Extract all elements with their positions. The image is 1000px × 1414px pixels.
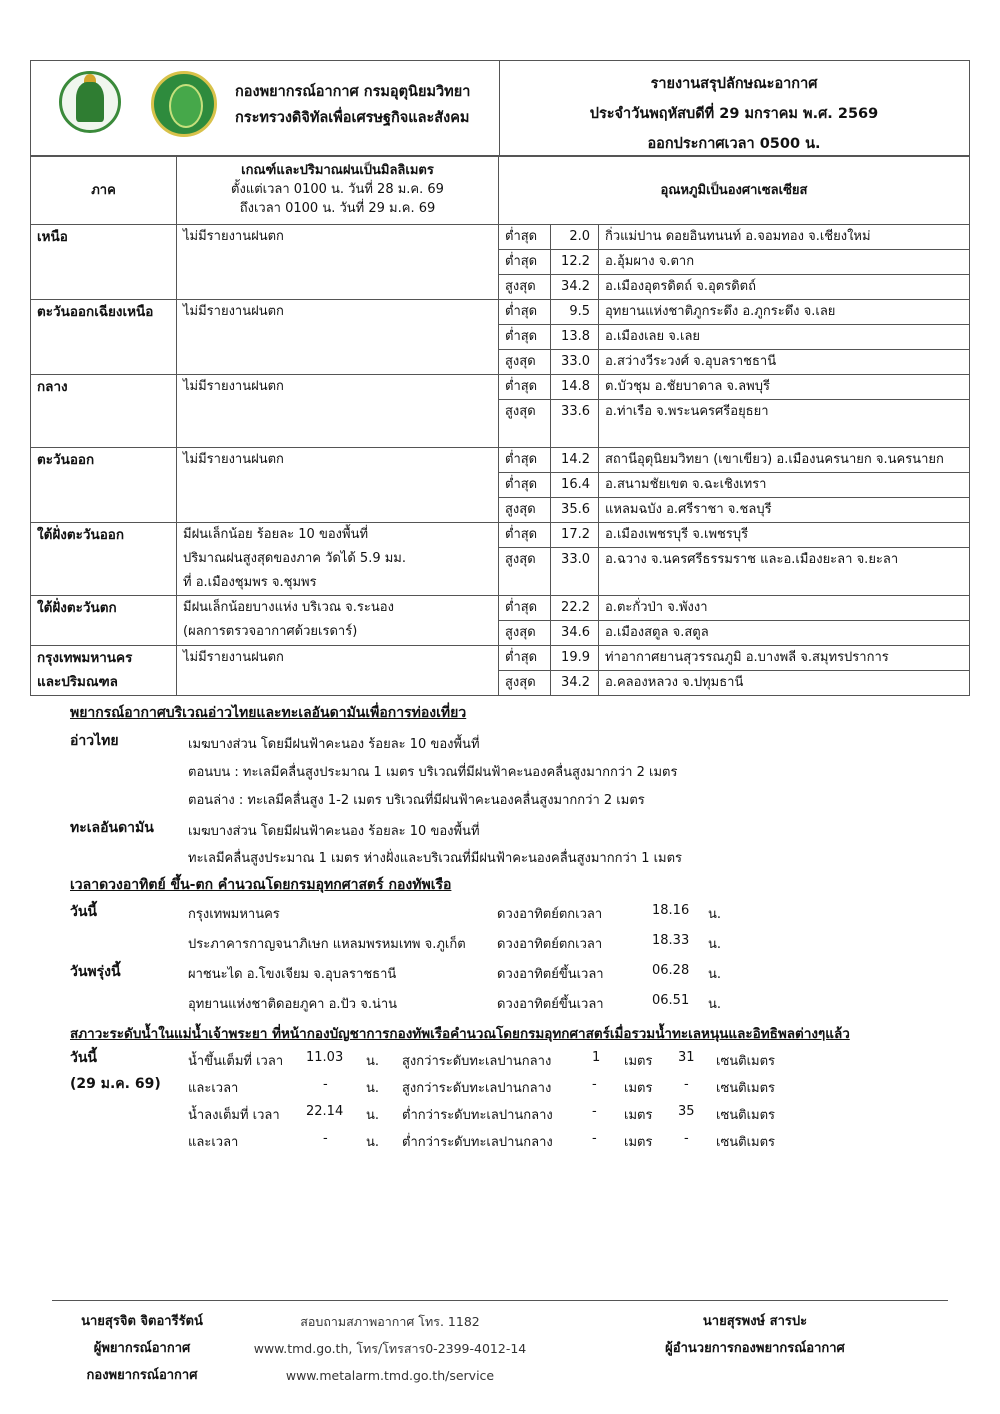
tide-date-label: (29 ม.ค. 69) <box>70 1076 161 1092</box>
agency-name: กองพยากรณ์อากาศ กรมอุตุนิยมวิทยา <box>235 84 471 100</box>
service-link[interactable]: www.metalarm.tmd.go.th/service <box>285 1368 495 1383</box>
table-row: ตะวันออกเฉียงเหนือ ไม่มีรายงานฝนตก ต่ำสุด 9.5 อุทยานแห่งชาติภูกระดึง อ.ภูกระดึง จ.เลย <box>31 300 970 325</box>
sun-place: ประภาคารกาญจนาภิเษก แหลมพรหมเทพ จ.ภูเก็ต <box>188 937 466 952</box>
report-title: รายงานสรุปลักษณะอากาศ <box>650 76 818 92</box>
sun-time: 06.51 <box>652 993 690 1008</box>
ministry-logo <box>59 71 121 133</box>
table-row: ใต้ฝั่งตะวันออก มีฝนเล็กน้อย ร้อยละ 10 ของพื้นที่ ปริมาณฝนสูงสุดของภาค วัดได้ 5.9 มม. ที่ อ.เมืองชุมพร จ.ชุมพร ต่ำสุด 17.2 อ.เมืองเพชรบุรี จ.เพชรบุรี <box>31 523 970 548</box>
sun-time: 18.33 <box>652 933 690 948</box>
region-name: ตะวันออก <box>31 448 177 523</box>
region-name: กลาง <box>31 375 177 448</box>
sun-place: ผาชนะได อ.โขงเจียม จ.อุบลราชธานี <box>188 967 397 982</box>
tide-day-label: วันนี้ <box>70 1050 98 1066</box>
andaman-line: ทะเลมีคลื่นสูงประมาณ 1 เมตร ห่างฝั่งและบริเวณที่มีฝนฟ้าคะนองคลื่นสูงมากกว่า 1 เมตร <box>188 851 683 866</box>
col-region-header: ภาค <box>31 157 177 225</box>
tide-cm: 35 <box>678 1104 695 1119</box>
issue-time: ออกประกาศเวลา 0500 น. <box>647 136 821 152</box>
weather-summary-table <box>30 156 970 696</box>
rain-text: มีฝนเล็กน้อยบางแห่ง บริเวณ จ.ระนอง (ผลการตรวจอากาศด้วยเรดาร์) <box>177 596 499 646</box>
marine-title: พยากรณ์อากาศบริเวณอ่าวไทยและทะเลอันดามันเพื่อการท่องเที่ยว <box>70 705 467 721</box>
sun-today-label: วันนี้ <box>70 904 98 920</box>
region-name: ใต้ฝั่งตะวันตก <box>31 596 177 646</box>
ministry-name: กระทรวงดิจิทัลเพื่อเศรษฐกิจและสังคม <box>235 110 470 126</box>
footer-middle <box>240 1308 540 1389</box>
table-row: ตะวันออก ไม่มีรายงานฝนตก ต่ำสุด 14.2 สถานีอุตุนิยมวิทยา (เขาเขียว) อ.เมืองนครนายก จ.นครนายก <box>31 448 970 473</box>
report-header <box>30 60 970 156</box>
table-row: ต่ำสุด 12.2 อ.อุ้มผาง จ.ตาก <box>31 250 970 275</box>
table-row: สูงสุด 33.0 อ.สว่างวีระวงศ์ จ.อุบลราชธานี <box>31 350 970 375</box>
forecaster-title: ผู้พยากรณ์อากาศ <box>93 1341 191 1356</box>
hotline: สอบถามสภาพอากาศ โทร. 1182 <box>300 1314 480 1329</box>
tide-m: - <box>592 1104 597 1119</box>
director-name: นายสุรพงษ์ สารปะ <box>702 1314 808 1329</box>
table-row: กลาง ไม่มีรายงานฝนตก ต่ำสุด 14.8 ต.บัวชุม อ.ชัยบาดาล จ.ลพบุรี <box>31 375 970 400</box>
rain-text: ไม่มีรายงานฝนตก <box>177 375 499 448</box>
report-date: ประจำวันพฤหัสบดีที่ 29 มกราคม พ.ศ. 2569 <box>589 106 879 122</box>
sun-event: ดวงอาทิตย์ขึ้นเวลา <box>497 967 604 982</box>
sun-event: ดวงอาทิตย์ตกเวลา <box>497 907 603 922</box>
tide-m: 1 <box>592 1050 601 1065</box>
tide-cm: 31 <box>678 1050 695 1065</box>
footer-right <box>600 1308 910 1362</box>
tide-title: สภาวะระดับน้ำในแม่น้ำเจ้าพระยา ที่หน้ากองบัญชาการกองทัพเรือคำนวณโดยกรมอุทกศาสตร์เมื่อรวมน้ำทะเลหนุนและอิทธิพลต่างๆแล้ว <box>70 1026 850 1042</box>
table-row: เหนือ ไม่มีรายงานฝนตก ต่ำสุด 2.0 กิ่วแม่ปาน ดอยอินทนนท์ อ.จอมทอง จ.เชียงใหม่ <box>31 225 970 250</box>
table-header-row <box>31 157 970 225</box>
sun-tomorrow-label: วันพรุ่งนี้ <box>70 964 121 980</box>
table-row: สูงสุด 34.2 อ.เมืองอุตรดิตถ์ จ.อุตรดิตถ์ <box>31 275 970 300</box>
tide-time: 11.03 <box>306 1050 344 1065</box>
andaman-label: ทะเลอันดามัน <box>70 820 154 836</box>
footer-divider <box>52 1300 948 1301</box>
region-name: ใต้ฝั่งตะวันออก <box>31 523 177 596</box>
table-row: สูงสุด 35.6 แหลมฉบัง อ.ศรีราชา จ.ชลบุรี <box>31 498 970 523</box>
col-temp-header: อุณหภูมิเป็นองศาเซลเซียส <box>499 157 970 225</box>
col-rain-header: เกณฑ์และปริมาณฝนเป็นมิลลิเมตร ตั้งแต่เวลา 0100 น. วันที่ 28 ม.ค. 69 ถึงเวลา 0100 น. วันที่ 29 ม.ค. 69 <box>177 157 499 225</box>
rain-text: มีฝนเล็กน้อย ร้อยละ 10 ของพื้นที่ ปริมาณฝนสูงสุดของภาค วัดได้ 5.9 มม. ที่ อ.เมืองชุมพร จ.ชุมพร <box>177 523 499 596</box>
tide-time: - <box>323 1131 328 1146</box>
table-row: ต่ำสุด 16.4 อ.สนามชัยเขต จ.ฉะเชิงเทรา <box>31 473 970 498</box>
table-row: สูงสุด 33.6 อ.ท่าเรือ จ.พระนครศรีอยุธยา <box>31 400 970 448</box>
sun-event: ดวงอาทิตย์ขึ้นเวลา <box>497 997 604 1012</box>
rain-text: ไม่มีรายงานฝนตก <box>177 448 499 523</box>
gulf-line: เมฆบางส่วน โดยมีฝนฟ้าคะนอง ร้อยละ 10 ของพื้นที่ <box>188 737 480 752</box>
region-name: เหนือ <box>31 225 177 300</box>
gulf-line: ตอนล่าง : ทะเลมีคลื่นสูง 1-2 เมตร บริเวณที่มีฝนฟ้าคะนองคลื่นสูงมากกว่า 2 เมตร <box>188 793 645 808</box>
table-row: สูงสุด 33.0 อ.ฉวาง จ.นครศรีธรรมราช และอ.เมืองยะลา จ.ยะลา <box>31 548 970 596</box>
table-row: สูงสุด 34.2 อ.คลองหลวง จ.ปทุมธานี <box>31 671 970 696</box>
gulf-label: อ่าวไทย <box>70 733 119 749</box>
table-row: ใต้ฝั่งตะวันตก มีฝนเล็กน้อยบางแห่ง บริเวณ จ.ระนอง (ผลการตรวจอากาศด้วยเรดาร์) ต่ำสุด 22.2 อ.ตะกั่วป่า จ.พังงา <box>31 596 970 621</box>
tide-m: - <box>592 1077 597 1092</box>
rain-text: ไม่มีรายงานฝนตก <box>177 225 499 300</box>
forecaster-dept: กองพยากรณ์อากาศ <box>86 1368 198 1383</box>
sun-place: อุทยานแห่งชาติดอยภูคา อ.ปัว จ.น่าน <box>188 997 398 1012</box>
table-row: ต่ำสุด 13.8 อ.เมืองเลย จ.เลย <box>31 325 970 350</box>
sun-title: เวลาดวงอาทิตย์ ขึ้น-ตก คำนวณโดยกรมอุทกศาสตร์ กองทัพเรือ <box>70 877 452 893</box>
sun-event: ดวงอาทิตย์ตกเวลา <box>497 937 603 952</box>
sun-time: 18.16 <box>652 903 690 918</box>
andaman-line: เมฆบางส่วน โดยมีฝนฟ้าคะนอง ร้อยละ 10 ของพื้นที่ <box>188 824 480 839</box>
table-row: กรุงเทพมหานคร และปริมณฑล ไม่มีรายงานฝนตก ต่ำสุด 19.9 ท่าอากาศยานสุวรรณภูมิ อ.บางพลี จ.สมุทรปราการ <box>31 646 970 671</box>
region-name: ตะวันออกเฉียงเหนือ <box>31 300 177 375</box>
tide-cm: - <box>684 1077 689 1092</box>
table-row: สูงสุด 34.6 อ.เมืองสตูล จ.สตูล <box>31 621 970 646</box>
gulf-line: ตอนบน : ทะเลมีคลื่นสูงประมาณ 1 เมตร บริเวณที่มีฝนฟ้าคะนองคลื่นสูงมากกว่า 2 เมตร <box>188 765 678 780</box>
sun-time: 06.28 <box>652 963 690 978</box>
forecaster-name: นายสุรจิต จิตอารีรัตน์ <box>81 1314 203 1329</box>
tide-m: - <box>592 1131 597 1146</box>
rain-text: ไม่มีรายงานฝนตก <box>177 646 499 696</box>
tide-time: 22.14 <box>306 1104 344 1119</box>
tmd-logo <box>151 71 217 137</box>
sun-place: กรุงเทพมหานคร <box>188 907 280 922</box>
tide-cm: - <box>684 1131 689 1146</box>
region-name: กรุงเทพมหานคร และปริมณฑล <box>31 646 177 696</box>
rain-text: ไม่มีรายงานฝนตก <box>177 300 499 375</box>
website-link[interactable]: www.tmd.go.th, โทร/โทรสาร0-2399-4012-14 <box>253 1341 527 1356</box>
tide-time: - <box>323 1077 328 1092</box>
director-title: ผู้อำนวยการกองพยากรณ์อากาศ <box>665 1341 845 1356</box>
footer-left <box>52 1308 232 1389</box>
